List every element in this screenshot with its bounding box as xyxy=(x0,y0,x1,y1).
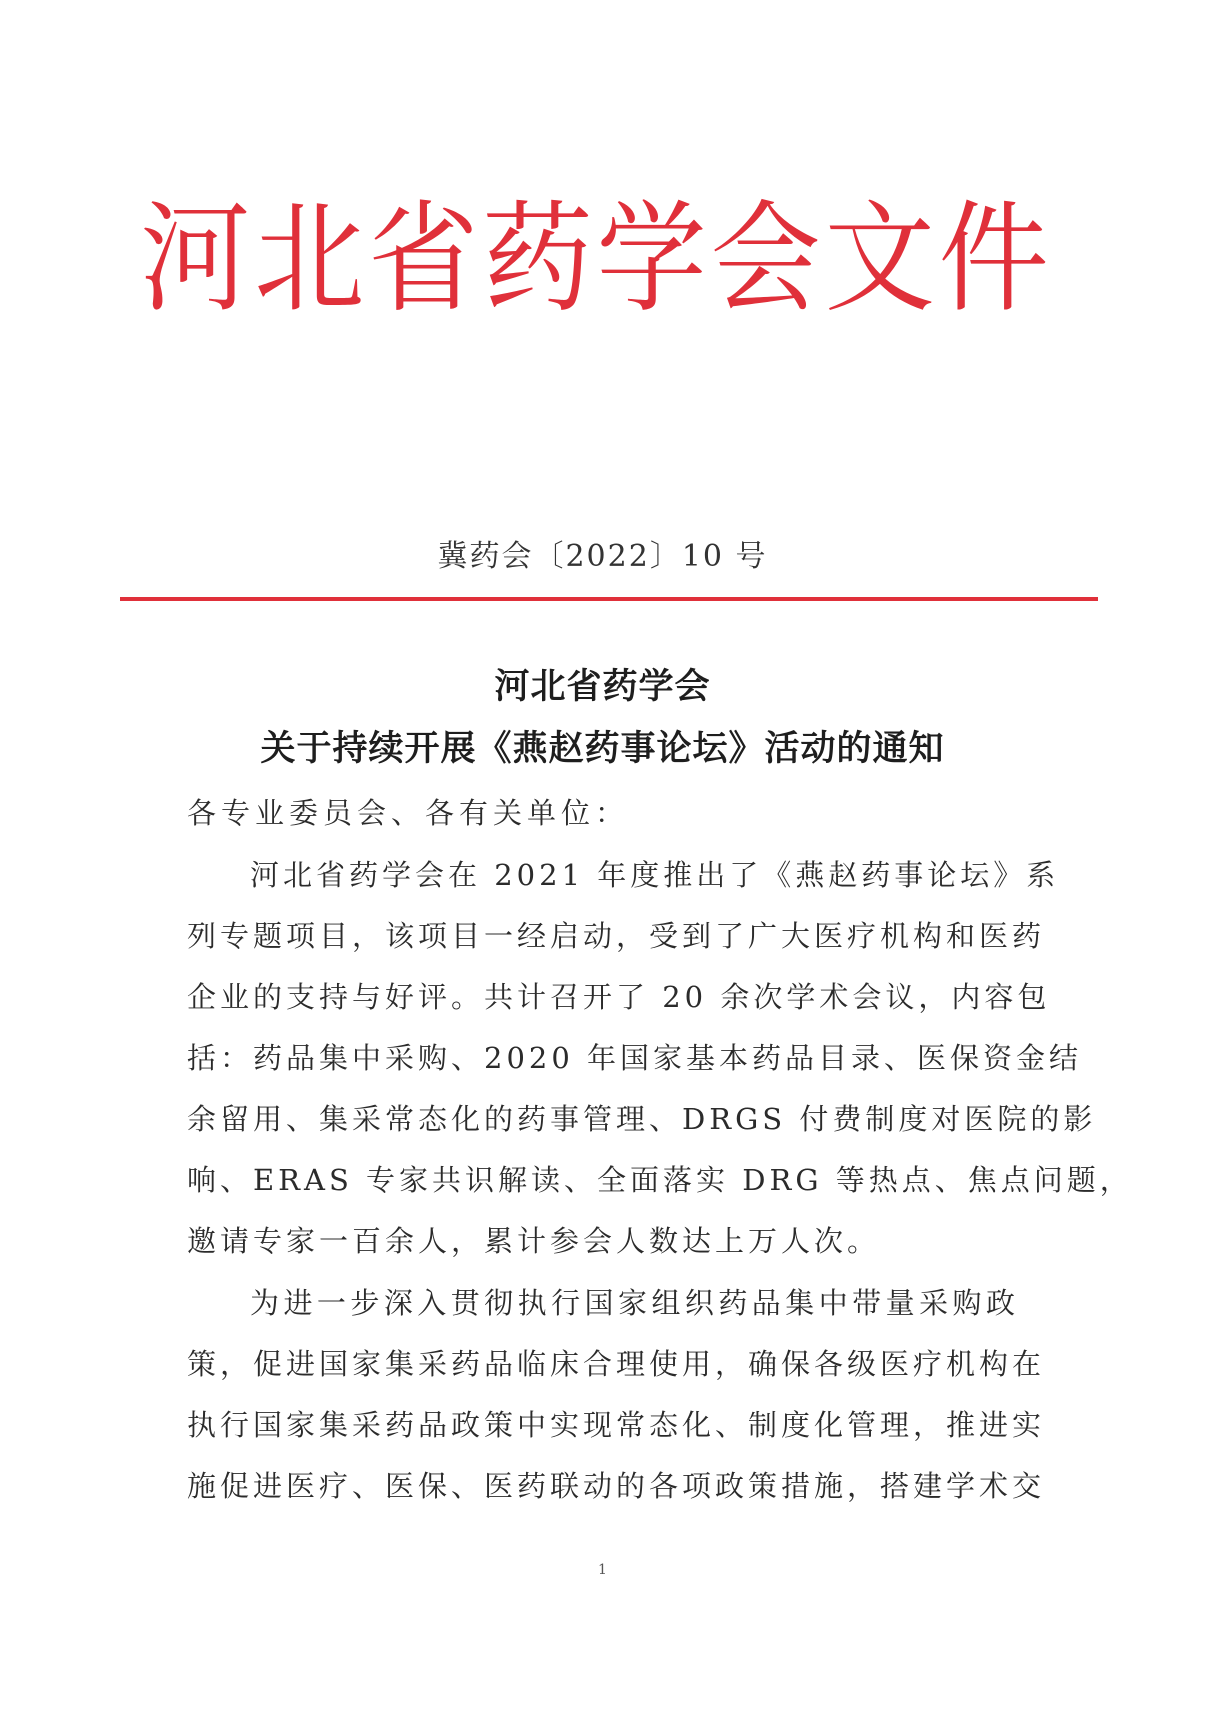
paragraph-2-line-3: 执行国家集采药品政策中实现常态化、制度化管理，推进实 xyxy=(187,1408,1046,1442)
paragraph-1-line-4: 括：药品集中采购、2020 年国家基本药品目录、医保资金结 xyxy=(187,1041,1083,1075)
notice-title-line-2: 关于持续开展《燕赵药事论坛》活动的通知 xyxy=(260,728,945,769)
document-number: 冀药会〔2022〕10 号 xyxy=(437,539,768,574)
paragraph-2-line-1: 为进一步深入贯彻执行国家组织药品集中带量采购政 xyxy=(250,1286,1019,1320)
paragraph-2-line-2: 策，促进国家集采药品临床合理使用，确保各级医疗机构在 xyxy=(187,1347,1046,1381)
notice-title-line-1: 河北省药学会 xyxy=(494,666,711,707)
paragraph-1-line-5: 余留用、集采常态化的药事管理、DRGS 付费制度对医院的影 xyxy=(187,1102,1097,1136)
paragraph-1-line-6: 响、ERAS 专家共识解读、全面落实 DRG 等热点、焦点问题， xyxy=(187,1163,1133,1197)
paragraph-1-line-1: 河北省药学会在 2021 年度推出了《燕赵药事论坛》系 xyxy=(250,858,1060,892)
paragraph-1-line-2: 列专题项目，该项目一经启动，受到了广大医疗机构和医药 xyxy=(187,919,1046,953)
paragraph-1-line-7: 邀请专家一百余人，累计参会人数达上万人次。 xyxy=(187,1224,881,1258)
salutation: 各专业委员会、各有关单位： xyxy=(187,796,630,830)
page-number: 1 xyxy=(598,1562,607,1578)
paragraph-2-line-4: 施促进医疗、医保、医药联动的各项政策措施，搭建学术交 xyxy=(187,1469,1046,1503)
document-header-title: 河北省药学会文件 xyxy=(140,190,1053,329)
paragraph-1-line-3: 企业的支持与好评。共计召开了 20 余次学术会议，内容包 xyxy=(187,980,1051,1014)
red-divider-line xyxy=(120,597,1098,601)
